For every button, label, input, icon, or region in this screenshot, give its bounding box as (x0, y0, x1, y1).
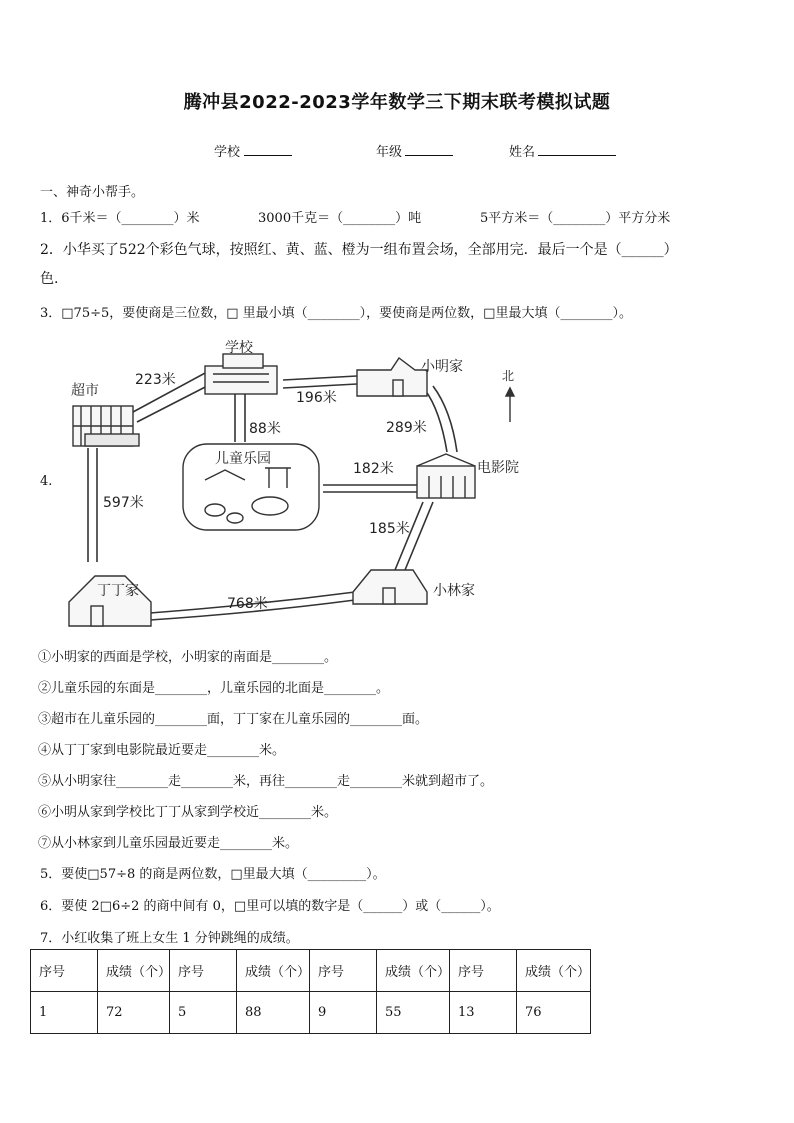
subquestion-2: ②儿童乐园的东面是________，儿童乐园的北面是________。 (38, 681, 390, 696)
distance-supermarket-school: 223米 (135, 372, 176, 388)
question-2-line1: 2．小华买了522个彩色气球，按照红、黄、蓝、橙为一组布置会场，全部用完．最后一个是（______） (40, 242, 678, 258)
grade-blank[interactable] (405, 143, 453, 156)
table-header-cell: 成绩（个） (237, 950, 310, 992)
label-xiaolin: 小林家 (433, 583, 475, 599)
table-cell: 9 (310, 992, 377, 1034)
school-building (205, 354, 277, 394)
question-5: 5．要使□57÷8 的商是两位数，□里最大填（_________）。 (40, 867, 386, 882)
label-north: 北 (502, 369, 515, 383)
grade-label: 年级 (376, 145, 403, 160)
question-1a: 1．6千米＝（________）米 (40, 211, 200, 226)
distance-cinema-xiaolin: 185米 (369, 521, 410, 537)
table-row (31, 992, 591, 1034)
distance-xiaoming-cinema: 289米 (386, 420, 427, 436)
table-header-cell: 序号 (170, 950, 237, 992)
north-arrow (506, 388, 514, 422)
distance-park-cinema: 182米 (353, 461, 394, 477)
subquestion-6: ⑥小明从家到学校比丁丁从家到学校近________米。 (38, 805, 338, 820)
table-header-cell: 成绩（个） (377, 950, 450, 992)
distance-supermarket-dingding: 597米 (103, 495, 144, 511)
subquestion-5: ⑤从小明家往________走________米，再往________走________米就到超市了。 (38, 774, 494, 789)
subquestion-7: ⑦从小林家到儿童乐园最近要走________米。 (38, 836, 299, 851)
table-cell: 13 (450, 992, 517, 1034)
cinema-building (417, 454, 475, 498)
question-1c: 5平方米＝（________）平方分米 (480, 211, 671, 226)
table-header-cell: 成绩（个） (98, 950, 170, 992)
xiaoming-house (357, 358, 427, 396)
label-cinema: 电影院 (477, 460, 519, 476)
table-cell: 55 (377, 992, 450, 1034)
jump-rope-score-table (30, 949, 591, 1034)
label-dingding: 丁丁家 (97, 583, 139, 599)
name-blank[interactable] (538, 143, 616, 156)
label-park: 儿童乐园 (215, 451, 271, 467)
question-1b: 3000千克＝（________）吨 (258, 211, 422, 226)
distance-school-park: 88米 (249, 421, 281, 437)
table-cell: 5 (170, 992, 237, 1034)
table-header-cell: 成绩（个） (517, 950, 591, 992)
name-label: 姓名 (509, 145, 536, 160)
table-header-row (31, 950, 591, 992)
table-cell: 72 (98, 992, 170, 1034)
label-xiaoming: 小明家 (421, 359, 463, 375)
table-cell: 88 (237, 992, 310, 1034)
town-map (55, 330, 545, 630)
distance-dingding-xiaolin: 768米 (227, 596, 268, 612)
question-3: 3．□75÷5，要使商是三位数，□ 里最小填（________），要使商是两位数，□里最大填（________）。 (40, 306, 632, 321)
question-2-line2: 色. (40, 271, 59, 287)
xiaolin-house (353, 570, 427, 604)
school-blank[interactable] (244, 143, 292, 156)
table-header-cell: 序号 (310, 950, 377, 992)
subquestion-1: ①小明家的西面是学校，小明家的南面是________。 (38, 650, 338, 665)
supermarket-building (73, 406, 139, 446)
subquestion-4: ④从丁丁家到电影院最近要走________米。 (38, 743, 286, 758)
question-6: 6．要使 2□6÷2 的商中间有 0，□里可以填的数字是（______）或（______）。 (40, 899, 500, 914)
table-cell: 76 (517, 992, 591, 1034)
distance-school-xiaoming: 196米 (296, 390, 337, 406)
label-school: 学校 (225, 340, 253, 356)
table-header-cell: 序号 (450, 950, 517, 992)
road-xiaoming-cinema (425, 390, 447, 452)
label-supermarket: 超市 (71, 383, 99, 399)
question-7: 7．小红收集了班上女生 1 分钟跳绳的成绩。 (40, 931, 299, 946)
table-cell: 1 (31, 992, 98, 1034)
page-title: 腾冲县2022-2023学年数学三下期末联考模拟试题 (183, 92, 611, 113)
question-4-number: 4. (40, 474, 53, 489)
table-header-cell: 序号 (31, 950, 98, 992)
section-heading: 一、神奇小帮手。 (40, 185, 145, 200)
subquestion-3: ③超市在儿童乐园的________面，丁丁家在儿童乐园的________面。 (38, 712, 429, 727)
road-school-xiaoming (283, 376, 357, 380)
school-label: 学校 (214, 145, 241, 160)
